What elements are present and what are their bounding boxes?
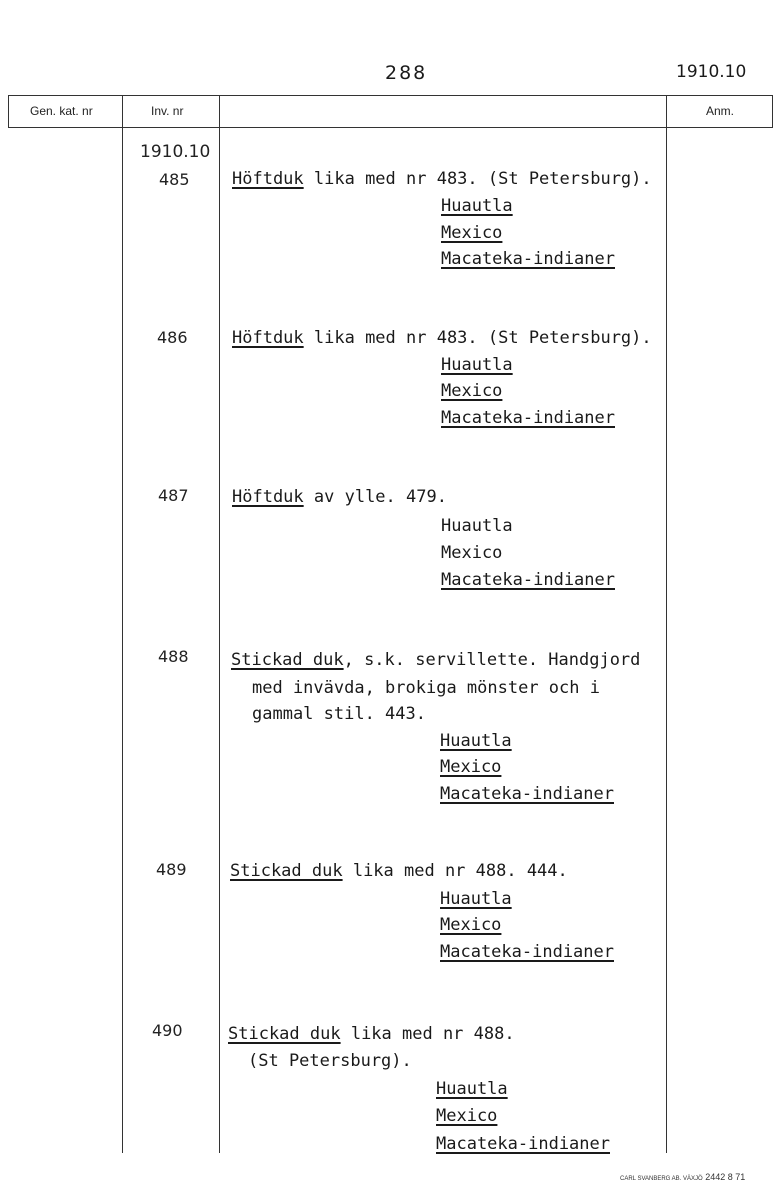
entry-490-place: Huautla [436,1079,508,1099]
entry-485-people: Macateka-indianer [441,249,615,269]
page-number: 288 [385,62,428,84]
entry-488-people: Macateka-indianer [440,784,614,804]
entry-486-desc: lika med nr 483. (St Petersburg). [303,328,652,348]
entry-485-line1 [232,169,652,189]
entry-490-country: Mexico [436,1106,498,1126]
entry-489-desc: lika med nr 488. 444. [342,861,568,881]
inv-number-489: 489 [156,860,187,879]
entry-489-title: Stickad duk [230,861,343,881]
entry-485-place: Huautla [441,196,513,216]
column-header-anm: Anm. [706,104,735,118]
entry-488-country: Mexico [440,757,502,777]
inv-number-485: 485 [159,170,190,189]
entry-488-line2: med invävda, brokiga mönster och i [252,678,600,698]
entry-487-country: Mexico [441,543,503,563]
entry-490-people: Macateka-indianer [436,1134,610,1154]
entry-488-place: Huautla [440,731,512,751]
entry-488-line1 [231,650,640,670]
entry-487-title: Höftduk [232,487,304,507]
entry-490-line2: (St Petersburg). [248,1051,412,1071]
inv-number-487: 487 [158,486,189,505]
entry-487-desc: av ylle. 479. [303,487,447,507]
entry-487-people: Macateka-indianer [441,570,615,590]
printer-name: CARL SVANBERG AB. VÄXJÖ [620,1176,703,1182]
entry-490-desc: lika med nr 488. [340,1024,515,1044]
section-year: 1910.10 [140,142,211,162]
entry-487-line1 [232,487,447,507]
entry-486-country: Mexico [441,381,503,401]
entry-487-place: Huautla [441,516,513,536]
entry-488-title: Stickad duk [231,650,344,670]
entry-488-desc: , s.k. servillette. Handgjord [343,650,641,670]
entry-486-people: Macateka-indianer [441,408,615,428]
entry-486-line1 [232,328,652,348]
entry-486-title: Höftduk [232,328,304,348]
entry-485-desc: lika med nr 483. (St Petersburg). [303,169,652,189]
entry-489-line1 [230,861,568,881]
entry-485-title: Höftduk [232,169,304,189]
header-year: 1910.10 [676,62,747,82]
entry-485-country: Mexico [441,223,503,243]
entry-490-line1 [228,1024,515,1044]
column-divider-text-anm [666,95,667,1153]
inv-number-488: 488 [158,647,189,666]
column-header-inv: Inv. nr [151,104,184,118]
entry-489-people: Macateka-indianer [440,942,614,962]
entry-490-title: Stickad duk [228,1024,341,1044]
column-divider-gen-inv [122,95,123,1153]
entry-489-country: Mexico [440,915,502,935]
column-divider-inv-text [219,95,220,1153]
entry-489-place: Huautla [440,889,512,909]
form-code: 2442 8 71 [705,1172,746,1182]
table-left-rule [8,95,9,128]
entry-486-place: Huautla [441,355,513,375]
column-header-gen-kat: Gen. kat. nr [30,104,93,118]
printer-footer [620,1172,745,1182]
table-right-rule [772,95,773,128]
inv-number-486: 486 [157,328,188,347]
inv-number-490: 490 [152,1021,183,1040]
entry-488-line3: gammal stil. 443. [252,704,426,724]
